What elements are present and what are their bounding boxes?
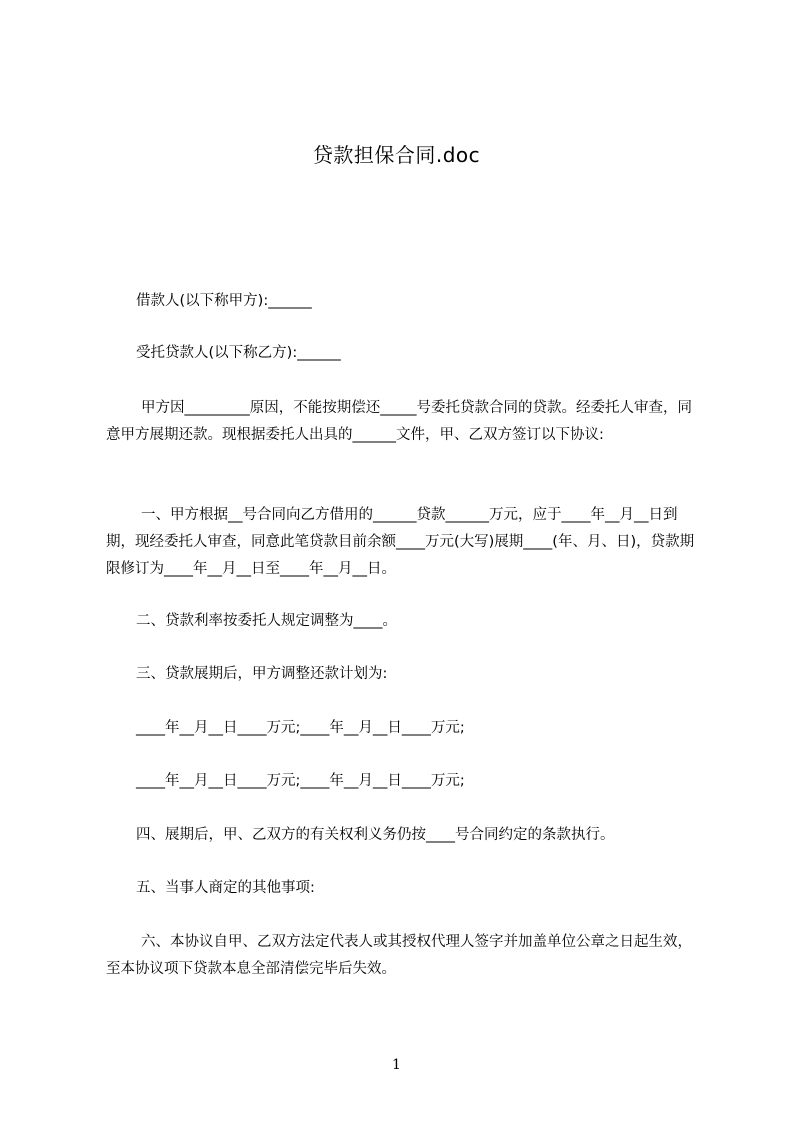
document-title: 贷款担保合同.doc <box>312 143 481 167</box>
clause-1: 一、甲方根据__号合同向乙方借用的______贷款______万元，应于____年__月__日到期，现经委托人审查，同意此笔贷款目前余额____万元(大写)展期____(年、月、日)，贷款期限修订为____年__月__日至____年__月__日。 <box>106 507 695 577</box>
clause-4: 四、展期后，甲、乙双方的有关权利义务仍按____号合同约定的条款执行。 <box>136 827 615 843</box>
borrower-line: 借款人(以下称甲方):______ <box>136 293 312 309</box>
clause-3: 三、贷款展期后，甲方调整还款计划为: <box>136 666 388 682</box>
preamble-paragraph: 甲方因_________原因，不能按期偿还_____号委托贷款合同的贷款。经委托人审查，同意甲方展期还款。现根据委托人出具的______文件，甲、乙双方签订以下协议: <box>106 400 692 443</box>
lender-line: 受托贷款人(以下称乙方):______ <box>136 345 341 361</box>
page-number: 1 <box>392 1057 401 1073</box>
clause-6: 六、本协议自甲、乙双方法定代表人或其授权代理人签字并加盖单位公章之日起生效，至本协议项下贷款本息全部清偿完毕后失效。 <box>106 934 692 977</box>
clause-5: 五、当事人商定的其他事项: <box>136 880 315 896</box>
repayment-schedule-line: ____年__月__日____万元;____年__月__日____万元; <box>136 720 465 736</box>
repayment-schedule-line: ____年__月__日____万元;____年__月__日____万元; <box>136 773 465 789</box>
clause-2: 二、贷款利率按委托人规定调整为____。 <box>136 613 397 629</box>
